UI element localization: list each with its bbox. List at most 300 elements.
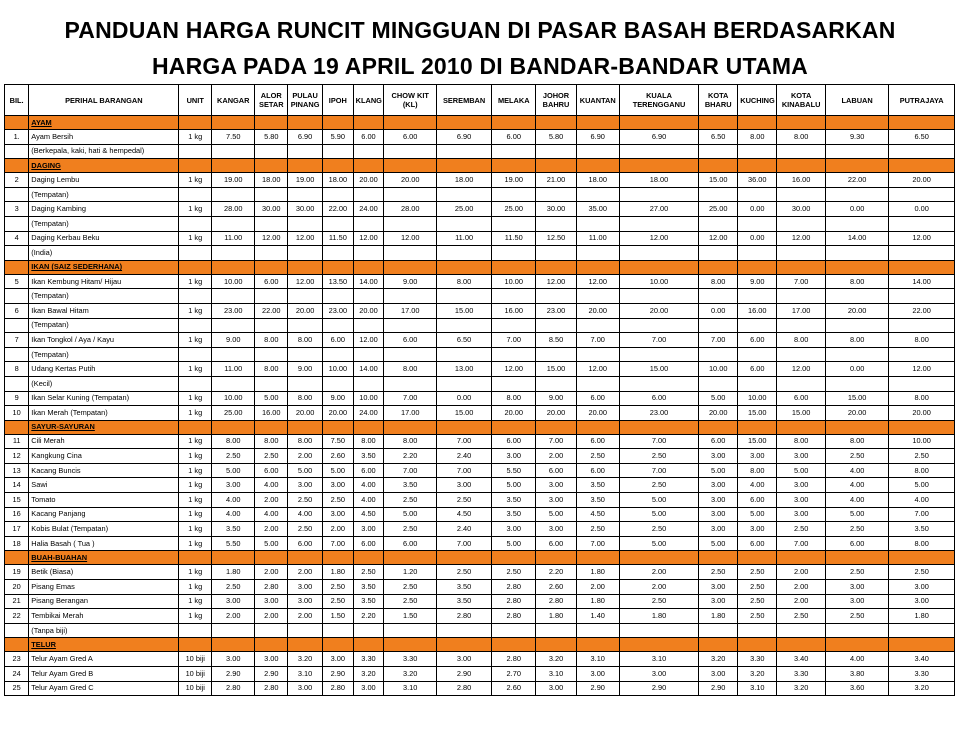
empty-cell [384, 318, 437, 333]
price-cell: 2.80 [255, 681, 288, 696]
empty-cell [619, 347, 698, 362]
price-cell: 3.00 [576, 667, 619, 682]
empty-cell [288, 246, 323, 261]
price-cell: 6.00 [536, 463, 576, 478]
item-number: 18 [5, 536, 29, 551]
price-cell: 8.00 [288, 391, 323, 406]
price-cell: 3.00 [699, 478, 738, 493]
price-cell: 3.00 [323, 507, 354, 522]
price-cell: 1.40 [576, 609, 619, 624]
price-cell: 6.00 [288, 536, 323, 551]
item-number: 8 [5, 362, 29, 377]
price-cell: 3.00 [777, 478, 826, 493]
empty-cell [889, 144, 955, 159]
item-unit: 1 kg [179, 274, 212, 289]
category-spacer [288, 551, 323, 565]
price-cell: 0.00 [437, 391, 492, 406]
price-cell: 3.00 [825, 594, 888, 609]
price-cell: 3.00 [288, 580, 323, 595]
price-cell: 4.50 [576, 507, 619, 522]
empty-cell [536, 187, 576, 202]
empty-cell [179, 318, 212, 333]
empty-cell [288, 318, 323, 333]
empty-cell [437, 289, 492, 304]
price-cell: 3.00 [699, 449, 738, 464]
item-row [5, 493, 955, 508]
price-cell: 11.50 [492, 231, 536, 246]
empty-cell [825, 347, 888, 362]
price-cell: 6.00 [323, 333, 354, 348]
price-cell: 19.00 [212, 173, 255, 188]
empty-cell [536, 289, 576, 304]
empty-cell [738, 144, 777, 159]
price-cell: 6.00 [576, 391, 619, 406]
price-cell: 2.20 [384, 449, 437, 464]
price-cell: 0.00 [738, 202, 777, 217]
price-cell: 7.00 [437, 434, 492, 449]
price-cell: 12.00 [619, 231, 698, 246]
price-cell: 11.00 [212, 362, 255, 377]
category-spacer [699, 638, 738, 652]
price-cell: 16.00 [738, 303, 777, 318]
price-cell: 6.00 [492, 434, 536, 449]
price-cell: 24.00 [353, 406, 384, 421]
price-cell: 3.10 [738, 681, 777, 696]
category-spacer [179, 551, 212, 565]
empty-cell [384, 289, 437, 304]
price-cell: 3.00 [353, 681, 384, 696]
category-spacer [179, 116, 212, 130]
price-cell: 6.00 [384, 130, 437, 145]
price-cell: 3.20 [777, 681, 826, 696]
category-spacer [288, 116, 323, 130]
category-row [5, 116, 955, 130]
price-cell: 14.00 [353, 362, 384, 377]
category-spacer [619, 116, 698, 130]
price-cell: 7.00 [699, 333, 738, 348]
empty-cell [699, 246, 738, 261]
price-cell: 20.00 [889, 173, 955, 188]
item-row [5, 173, 955, 188]
category-spacer [825, 638, 888, 652]
price-cell: 10.00 [492, 274, 536, 289]
price-cell: 22.00 [889, 303, 955, 318]
empty-cell [825, 318, 888, 333]
price-cell: 25.00 [437, 202, 492, 217]
price-cell: 3.10 [536, 667, 576, 682]
price-cell: 2.50 [825, 449, 888, 464]
category-spacer [384, 638, 437, 652]
price-cell: 2.50 [212, 580, 255, 595]
price-cell: 6.50 [889, 130, 955, 145]
category-spacer [255, 260, 288, 274]
price-cell: 2.20 [536, 565, 576, 580]
item-row [5, 391, 955, 406]
empty-cell [576, 318, 619, 333]
price-cell: 11.00 [576, 231, 619, 246]
price-cell: 8.00 [492, 391, 536, 406]
empty-cell [576, 187, 619, 202]
price-cell: 20.00 [889, 406, 955, 421]
price-cell: 7.50 [323, 434, 354, 449]
category-spacer [777, 551, 826, 565]
empty-cell [323, 318, 354, 333]
empty-cell [536, 246, 576, 261]
category-row [5, 260, 955, 274]
empty-cell [5, 318, 29, 333]
empty-cell [738, 187, 777, 202]
price-cell: 3.00 [353, 522, 384, 537]
price-cell: 12.00 [777, 231, 826, 246]
item-name: Daging Kambing [29, 202, 179, 217]
category-spacer [255, 638, 288, 652]
price-cell: 5.00 [777, 463, 826, 478]
item-name: Cili Merah [29, 434, 179, 449]
price-cell: 3.00 [699, 667, 738, 682]
empty-cell [889, 289, 955, 304]
column-header: CHOW KIT (KL) [384, 85, 437, 116]
category-spacer [212, 420, 255, 434]
empty-cell [5, 216, 29, 231]
empty-cell [699, 318, 738, 333]
price-cell: 15.00 [777, 406, 826, 421]
category-spacer [492, 260, 536, 274]
price-cell: 3.50 [437, 580, 492, 595]
price-cell: 7.00 [777, 274, 826, 289]
price-cell: 2.90 [255, 667, 288, 682]
price-cell: 2.50 [437, 565, 492, 580]
price-cell: 8.00 [255, 333, 288, 348]
empty-cell [889, 347, 955, 362]
price-cell: 2.80 [492, 594, 536, 609]
empty-cell [492, 289, 536, 304]
category-spacer [353, 260, 384, 274]
item-name: Telur Ayam Gred A [29, 652, 179, 667]
empty-cell [384, 216, 437, 231]
price-cell: 2.50 [825, 609, 888, 624]
price-cell: 2.50 [384, 594, 437, 609]
price-cell: 2.00 [255, 522, 288, 537]
price-cell: 8.00 [437, 274, 492, 289]
price-cell: 3.00 [323, 652, 354, 667]
price-cell: 16.00 [492, 303, 536, 318]
price-cell: 25.00 [212, 406, 255, 421]
price-cell: 2.50 [738, 580, 777, 595]
price-cell: 8.00 [288, 434, 323, 449]
empty-cell [576, 289, 619, 304]
category-spacer [437, 159, 492, 173]
category-spacer [492, 638, 536, 652]
item-row [5, 536, 955, 551]
item-unit: 1 kg [179, 173, 212, 188]
price-cell: 3.00 [738, 449, 777, 464]
category-spacer [353, 116, 384, 130]
empty-cell [536, 376, 576, 391]
price-cell: 25.00 [492, 202, 536, 217]
item-name: Halia Basah ( Tua ) [29, 536, 179, 551]
price-cell: 3.00 [288, 594, 323, 609]
price-cell: 10.00 [619, 274, 698, 289]
category-spacer [777, 638, 826, 652]
price-cell: 23.00 [212, 303, 255, 318]
category-spacer [5, 159, 29, 173]
item-unit: 1 kg [179, 580, 212, 595]
category-spacer [536, 638, 576, 652]
empty-cell [353, 246, 384, 261]
price-cell: 8.00 [825, 333, 888, 348]
category-spacer [738, 159, 777, 173]
price-cell: 23.00 [619, 406, 698, 421]
price-cell: 13.50 [323, 274, 354, 289]
price-cell: 23.00 [323, 303, 354, 318]
empty-cell [619, 623, 698, 638]
price-cell: 9.00 [536, 391, 576, 406]
price-cell: 7.00 [492, 333, 536, 348]
price-cell: 7.00 [437, 536, 492, 551]
category-row [5, 638, 955, 652]
empty-cell [212, 246, 255, 261]
column-header: LABUAN [825, 85, 888, 116]
price-cell: 8.00 [738, 130, 777, 145]
empty-cell [777, 318, 826, 333]
price-cell: 3.00 [323, 478, 354, 493]
category-spacer [492, 116, 536, 130]
empty-cell [889, 246, 955, 261]
price-cell: 1.80 [536, 609, 576, 624]
price-cell: 3.00 [889, 580, 955, 595]
empty-cell [323, 187, 354, 202]
price-cell: 3.00 [536, 681, 576, 696]
item-name: Pisang Berangan [29, 594, 179, 609]
price-cell: 5.00 [699, 391, 738, 406]
price-cell: 2.50 [738, 594, 777, 609]
category-name: SAYUR-SAYURAN [29, 420, 179, 434]
empty-cell [323, 216, 354, 231]
item-row [5, 594, 955, 609]
item-name: Udang Kertas Putih [29, 362, 179, 377]
price-cell: 3.20 [353, 667, 384, 682]
item-number: 12 [5, 449, 29, 464]
column-header: ALOR SETAR [255, 85, 288, 116]
category-spacer [576, 551, 619, 565]
item-name: Betik (Biasa) [29, 565, 179, 580]
price-cell: 7.00 [619, 434, 698, 449]
empty-cell [738, 347, 777, 362]
price-cell: 17.00 [777, 303, 826, 318]
empty-cell [699, 376, 738, 391]
price-cell: 8.00 [384, 362, 437, 377]
category-spacer [384, 260, 437, 274]
price-cell: 15.00 [437, 303, 492, 318]
price-cell: 6.90 [619, 130, 698, 145]
price-cell: 3.00 [738, 522, 777, 537]
category-spacer [323, 116, 354, 130]
price-cell: 2.00 [777, 565, 826, 580]
price-cell: 2.50 [255, 449, 288, 464]
category-row [5, 420, 955, 434]
category-spacer [777, 116, 826, 130]
item-number: 19 [5, 565, 29, 580]
price-cell: 6.50 [699, 130, 738, 145]
empty-cell [212, 623, 255, 638]
price-cell: 6.50 [437, 333, 492, 348]
price-table [4, 84, 955, 696]
category-spacer [384, 159, 437, 173]
price-cell: 22.00 [323, 202, 354, 217]
category-spacer [536, 260, 576, 274]
category-spacer [536, 551, 576, 565]
price-cell: 2.00 [288, 609, 323, 624]
empty-cell [179, 144, 212, 159]
empty-cell [738, 376, 777, 391]
price-cell: 3.00 [288, 478, 323, 493]
price-cell: 19.00 [288, 173, 323, 188]
empty-cell [825, 246, 888, 261]
price-cell: 2.80 [437, 681, 492, 696]
price-cell: 8.00 [699, 274, 738, 289]
price-cell: 3.00 [212, 652, 255, 667]
empty-cell [536, 216, 576, 231]
price-cell: 8.00 [825, 274, 888, 289]
category-spacer [323, 551, 354, 565]
price-cell: 23.00 [536, 303, 576, 318]
empty-cell [889, 216, 955, 231]
price-cell: 10.00 [353, 391, 384, 406]
price-cell: 6.90 [288, 130, 323, 145]
empty-cell [738, 246, 777, 261]
price-cell: 17.00 [384, 303, 437, 318]
item-name: Kobis Bulat (Tempatan) [29, 522, 179, 537]
item-subline-row [5, 623, 955, 638]
item-unit: 1 kg [179, 231, 212, 246]
empty-cell [212, 318, 255, 333]
price-cell: 2.50 [889, 565, 955, 580]
empty-cell [212, 216, 255, 231]
category-spacer [323, 420, 354, 434]
empty-cell [777, 144, 826, 159]
empty-cell [437, 376, 492, 391]
price-cell: 1.80 [212, 565, 255, 580]
category-spacer [5, 638, 29, 652]
item-unit: 1 kg [179, 594, 212, 609]
empty-cell [738, 289, 777, 304]
empty-cell [179, 347, 212, 362]
price-cell: 2.90 [212, 667, 255, 682]
empty-cell [889, 376, 955, 391]
price-cell: 27.00 [619, 202, 698, 217]
price-cell: 3.00 [536, 522, 576, 537]
item-number: 1. [5, 130, 29, 145]
empty-cell [323, 289, 354, 304]
column-header: IPOH [323, 85, 354, 116]
price-cell: 5.00 [255, 536, 288, 551]
price-cell: 2.50 [492, 565, 536, 580]
price-cell: 3.50 [437, 594, 492, 609]
price-cell: 3.00 [889, 594, 955, 609]
price-cell: 2.50 [288, 493, 323, 508]
empty-cell [576, 216, 619, 231]
price-cell: 7.00 [619, 463, 698, 478]
price-cell: 2.50 [384, 580, 437, 595]
category-spacer [255, 159, 288, 173]
empty-cell [323, 623, 354, 638]
empty-cell [437, 144, 492, 159]
category-name: DAGING [29, 159, 179, 173]
category-name: BUAH-BUAHAN [29, 551, 179, 565]
empty-cell [492, 144, 536, 159]
category-name: TELUR [29, 638, 179, 652]
column-header: PULAU PINANG [288, 85, 323, 116]
price-cell: 15.00 [437, 406, 492, 421]
price-cell: 3.00 [777, 493, 826, 508]
empty-cell [255, 216, 288, 231]
category-spacer [777, 159, 826, 173]
empty-cell [492, 216, 536, 231]
price-cell: 20.00 [353, 303, 384, 318]
category-spacer [699, 116, 738, 130]
empty-cell [353, 347, 384, 362]
item-description: (Tempatan) [29, 289, 179, 304]
item-description: (Tempatan) [29, 187, 179, 202]
item-row [5, 507, 955, 522]
category-spacer [5, 116, 29, 130]
price-cell: 3.20 [288, 652, 323, 667]
price-cell: 2.50 [889, 449, 955, 464]
price-cell: 20.00 [825, 303, 888, 318]
price-cell: 12.00 [536, 274, 576, 289]
item-number: 7 [5, 333, 29, 348]
empty-cell [536, 347, 576, 362]
price-cell: 8.00 [384, 434, 437, 449]
item-number: 25 [5, 681, 29, 696]
item-unit: 1 kg [179, 391, 212, 406]
price-cell: 2.50 [353, 565, 384, 580]
category-spacer [323, 260, 354, 274]
price-cell: 2.00 [777, 580, 826, 595]
price-cell: 5.00 [212, 463, 255, 478]
category-spacer [437, 551, 492, 565]
table-header-row [5, 85, 955, 116]
price-cell: 3.50 [384, 478, 437, 493]
price-cell: 2.00 [576, 580, 619, 595]
price-cell: 2.90 [437, 667, 492, 682]
price-cell: 20.00 [825, 406, 888, 421]
price-cell: 12.00 [777, 362, 826, 377]
item-unit: 10 biji [179, 681, 212, 696]
category-spacer [777, 260, 826, 274]
empty-cell [353, 318, 384, 333]
price-cell: 2.50 [323, 493, 354, 508]
empty-cell [437, 187, 492, 202]
price-cell: 1.80 [619, 609, 698, 624]
price-cell: 6.00 [255, 274, 288, 289]
price-cell: 12.00 [889, 362, 955, 377]
empty-cell [323, 376, 354, 391]
price-cell: 4.50 [353, 507, 384, 522]
price-cell: 6.00 [384, 333, 437, 348]
category-spacer [384, 551, 437, 565]
price-cell: 3.50 [353, 580, 384, 595]
price-cell: 4.00 [825, 652, 888, 667]
item-row [5, 667, 955, 682]
empty-cell [384, 376, 437, 391]
empty-cell [619, 187, 698, 202]
price-cell: 11.00 [437, 231, 492, 246]
item-unit: 1 kg [179, 303, 212, 318]
item-name: Ikan Bawal Hitam [29, 303, 179, 318]
price-cell: 1.50 [384, 609, 437, 624]
item-name: Ikan Kembung Hitam/ Hijau [29, 274, 179, 289]
